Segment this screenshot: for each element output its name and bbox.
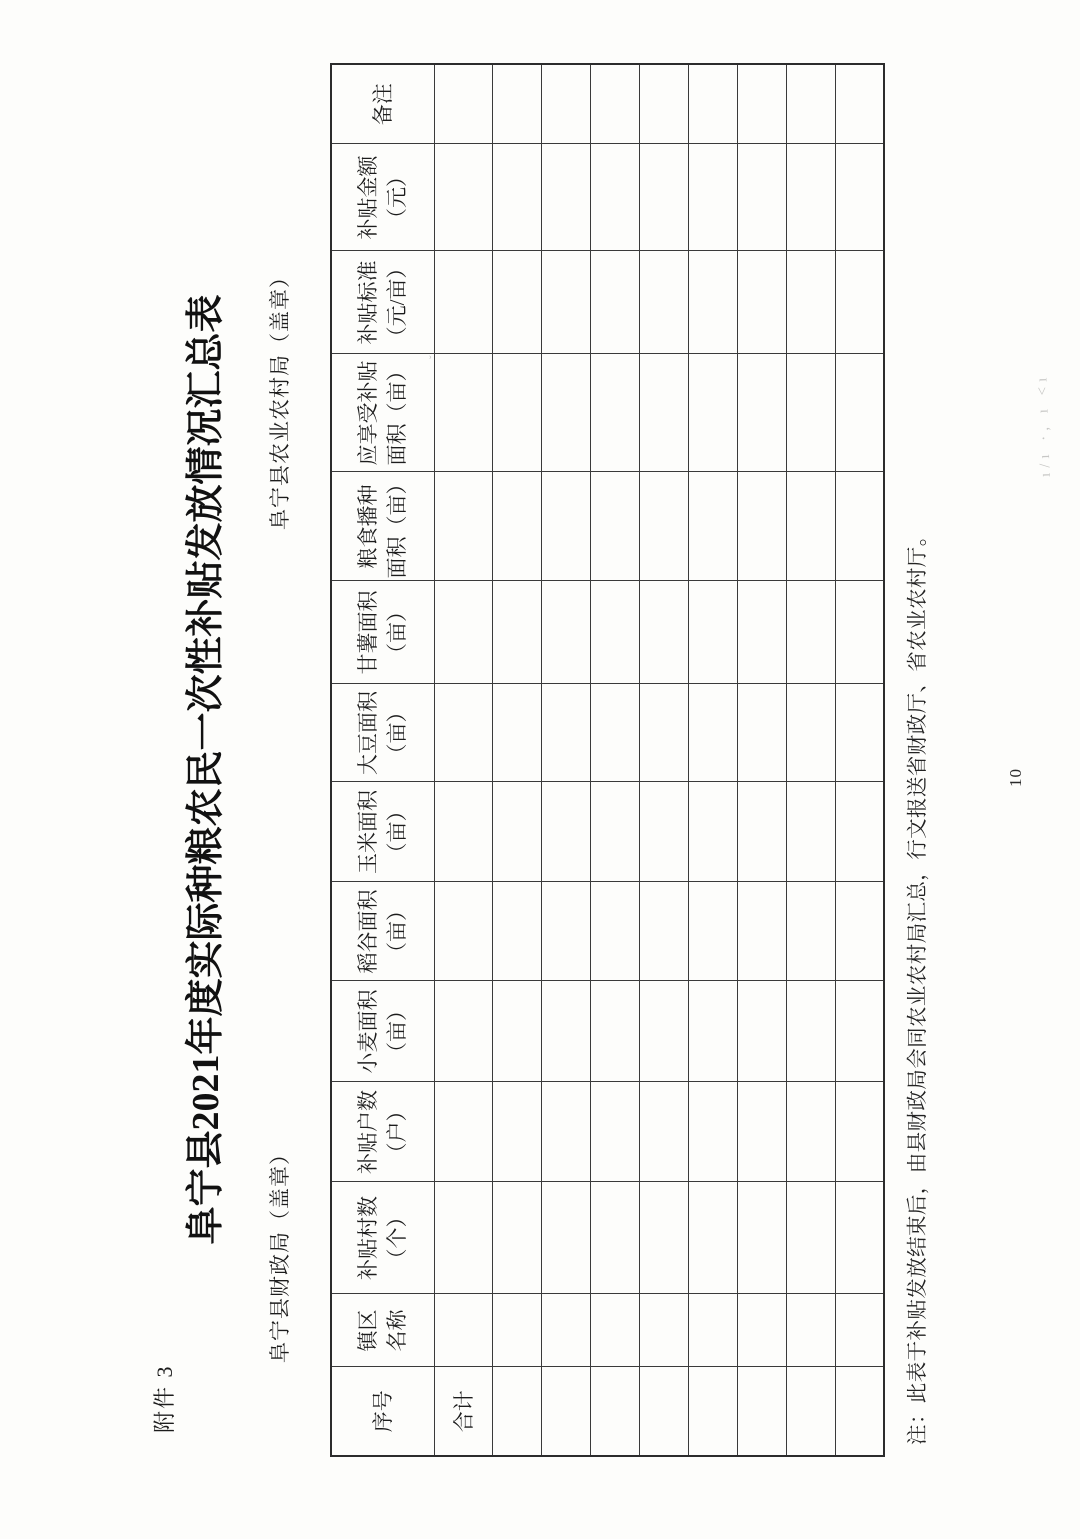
empty-cell [786, 581, 835, 684]
empty-cell [639, 251, 688, 354]
empty-cell [434, 64, 492, 144]
empty-cell [737, 64, 786, 144]
empty-cell [434, 472, 492, 581]
empty-cell [492, 1367, 541, 1456]
empty-cell [492, 1082, 541, 1182]
stamp-finance-bureau: 阜宁县财政局（盖章） [268, 1143, 292, 1363]
empty-cell [688, 684, 737, 782]
column-header-butie-biaozhun: 补贴标准 （元/亩） [331, 251, 434, 354]
empty-cell [590, 251, 639, 354]
empty-cell [786, 981, 835, 1082]
empty-cell [737, 251, 786, 354]
column-header-yingxiangshou-butie: 应享受补贴 面积（亩） [331, 354, 434, 472]
page-number: 10 [1006, 768, 1025, 787]
empty-cell [835, 581, 884, 684]
column-header-butie-cunshu: 补贴村数 （个） [331, 1182, 434, 1294]
empty-cell [434, 1182, 492, 1294]
empty-row [541, 64, 590, 1456]
empty-cell [590, 882, 639, 981]
empty-row [835, 64, 884, 1456]
empty-cell [786, 684, 835, 782]
empty-cell [688, 472, 737, 581]
empty-cell [786, 144, 835, 251]
empty-cell [688, 1082, 737, 1182]
empty-cell [434, 1294, 492, 1367]
empty-cell [737, 1294, 786, 1367]
empty-cell [590, 144, 639, 251]
empty-cell [688, 581, 737, 684]
empty-cell [492, 581, 541, 684]
empty-cell [688, 354, 737, 472]
empty-cell [786, 1367, 835, 1456]
empty-cell [639, 1294, 688, 1367]
empty-cell [590, 64, 639, 144]
empty-cell [590, 981, 639, 1082]
empty-cell [541, 251, 590, 354]
empty-cell [492, 1182, 541, 1294]
column-header-yumi-mianji: 玉米面积 （亩） [331, 782, 434, 882]
column-header-dadou-mianji: 大豆面积 （亩） [331, 684, 434, 782]
empty-cell [688, 144, 737, 251]
attachment-label: 附件 3 [152, 1364, 177, 1433]
empty-cell [786, 1294, 835, 1367]
empty-cell [737, 581, 786, 684]
empty-cell [835, 1294, 884, 1367]
empty-cell [835, 251, 884, 354]
empty-cell [835, 1082, 884, 1182]
empty-cell [590, 684, 639, 782]
empty-cell [492, 472, 541, 581]
empty-cell [492, 981, 541, 1082]
empty-cell [541, 1182, 590, 1294]
empty-cell [541, 144, 590, 251]
empty-cell [786, 782, 835, 882]
empty-row [590, 64, 639, 1456]
empty-cell [639, 472, 688, 581]
empty-cell [688, 1367, 737, 1456]
empty-cell [492, 251, 541, 354]
empty-cell [541, 1294, 590, 1367]
empty-cell [639, 782, 688, 882]
empty-cell [786, 472, 835, 581]
empty-cell [541, 472, 590, 581]
column-header-daogu-mianji: 稻谷面积 （亩） [331, 882, 434, 981]
empty-cell [639, 354, 688, 472]
empty-cell [492, 1294, 541, 1367]
empty-cell [639, 581, 688, 684]
empty-cell [492, 144, 541, 251]
empty-cell [639, 1182, 688, 1294]
footer-note: 注：此表于补贴发放结束后，由县财政局会同农业农村局汇总，行文报送省财政厅、省农业农村厅。 [907, 525, 929, 1445]
empty-cell [737, 684, 786, 782]
empty-cell [835, 354, 884, 472]
empty-cell [434, 684, 492, 782]
empty-cell [688, 1294, 737, 1367]
stamp-agriculture-bureau: 阜宁县农业农村局（盖章） [268, 266, 292, 530]
empty-cell [688, 1182, 737, 1294]
empty-row [639, 64, 688, 1456]
empty-cell [835, 144, 884, 251]
empty-cell [835, 1182, 884, 1294]
empty-cell [492, 64, 541, 144]
empty-cell [434, 354, 492, 472]
empty-cell [492, 684, 541, 782]
empty-cell [434, 144, 492, 251]
empty-cell [541, 882, 590, 981]
empty-cell [639, 144, 688, 251]
empty-cell [737, 354, 786, 472]
column-header-butie-hushu: 补贴户数 （户） [331, 1082, 434, 1182]
empty-cell [590, 1294, 639, 1367]
empty-cell [492, 882, 541, 981]
empty-cell [541, 354, 590, 472]
empty-cell [492, 782, 541, 882]
column-header-xiaomai-mianji: 小麦面积 （亩） [331, 981, 434, 1082]
summary-table [330, 63, 885, 1457]
empty-cell [786, 64, 835, 144]
total-row [434, 64, 492, 1456]
empty-cell [541, 581, 590, 684]
empty-cell [434, 251, 492, 354]
empty-cell [590, 782, 639, 882]
column-header-zhenqu-mingcheng: 镇区 名称 [331, 1294, 434, 1367]
empty-cell [639, 1367, 688, 1456]
empty-cell [786, 882, 835, 981]
empty-row [492, 64, 541, 1456]
column-header-butie-jine: 补贴金额 （元） [331, 144, 434, 251]
empty-cell [541, 684, 590, 782]
empty-cell [737, 1182, 786, 1294]
column-header-xuhao: 序号 [331, 1367, 434, 1456]
empty-cell [434, 782, 492, 882]
empty-cell [434, 882, 492, 981]
empty-cell [541, 782, 590, 882]
empty-cell [737, 1082, 786, 1182]
empty-row [786, 64, 835, 1456]
empty-cell [590, 1367, 639, 1456]
empty-cell [737, 981, 786, 1082]
empty-cell [639, 64, 688, 144]
empty-cell [688, 64, 737, 144]
column-header-beizhu: 备注 [331, 64, 434, 144]
empty-cell [590, 1182, 639, 1294]
empty-cell [434, 1082, 492, 1182]
page-title: 阜宁县2021年度实际种粮农民一次性补贴发放情况汇总表 [185, 294, 227, 1245]
empty-cell [786, 1182, 835, 1294]
empty-row [737, 64, 786, 1456]
empty-cell [590, 472, 639, 581]
empty-cell [541, 1082, 590, 1182]
empty-cell [541, 64, 590, 144]
empty-cell [835, 882, 884, 981]
column-header-liangshi-bozhong: 粮食播种 面积（亩） [331, 472, 434, 581]
empty-cell [835, 782, 884, 882]
scan-artifact: ı/ı ·, ı <ı [1034, 372, 1054, 478]
empty-cell [786, 354, 835, 472]
empty-cell [541, 1367, 590, 1456]
empty-cell [434, 581, 492, 684]
empty-cell [835, 684, 884, 782]
empty-cell [688, 251, 737, 354]
empty-cell [492, 354, 541, 472]
empty-cell [737, 782, 786, 882]
empty-cell [835, 472, 884, 581]
empty-cell [688, 882, 737, 981]
empty-cell [639, 1082, 688, 1182]
table-body [434, 64, 884, 1456]
empty-cell [835, 64, 884, 144]
empty-cell [639, 882, 688, 981]
scan-artifact: ˇ [427, 352, 441, 360]
empty-cell [737, 144, 786, 251]
empty-cell [835, 1367, 884, 1456]
empty-cell [737, 1367, 786, 1456]
column-header-ganshu-mianji: 甘薯面积 （亩） [331, 581, 434, 684]
empty-cell [541, 981, 590, 1082]
empty-cell [737, 472, 786, 581]
empty-cell [786, 1082, 835, 1182]
empty-cell [590, 581, 639, 684]
empty-cell [590, 354, 639, 472]
empty-row [688, 64, 737, 1456]
empty-cell [688, 782, 737, 882]
total-label-cell: 合计 [434, 1367, 492, 1456]
empty-cell [737, 882, 786, 981]
empty-cell [639, 684, 688, 782]
empty-cell [786, 251, 835, 354]
empty-cell [590, 1082, 639, 1182]
empty-cell [639, 981, 688, 1082]
empty-cell [835, 981, 884, 1082]
empty-cell [434, 981, 492, 1082]
header-row [331, 64, 434, 1456]
empty-cell [688, 981, 737, 1082]
